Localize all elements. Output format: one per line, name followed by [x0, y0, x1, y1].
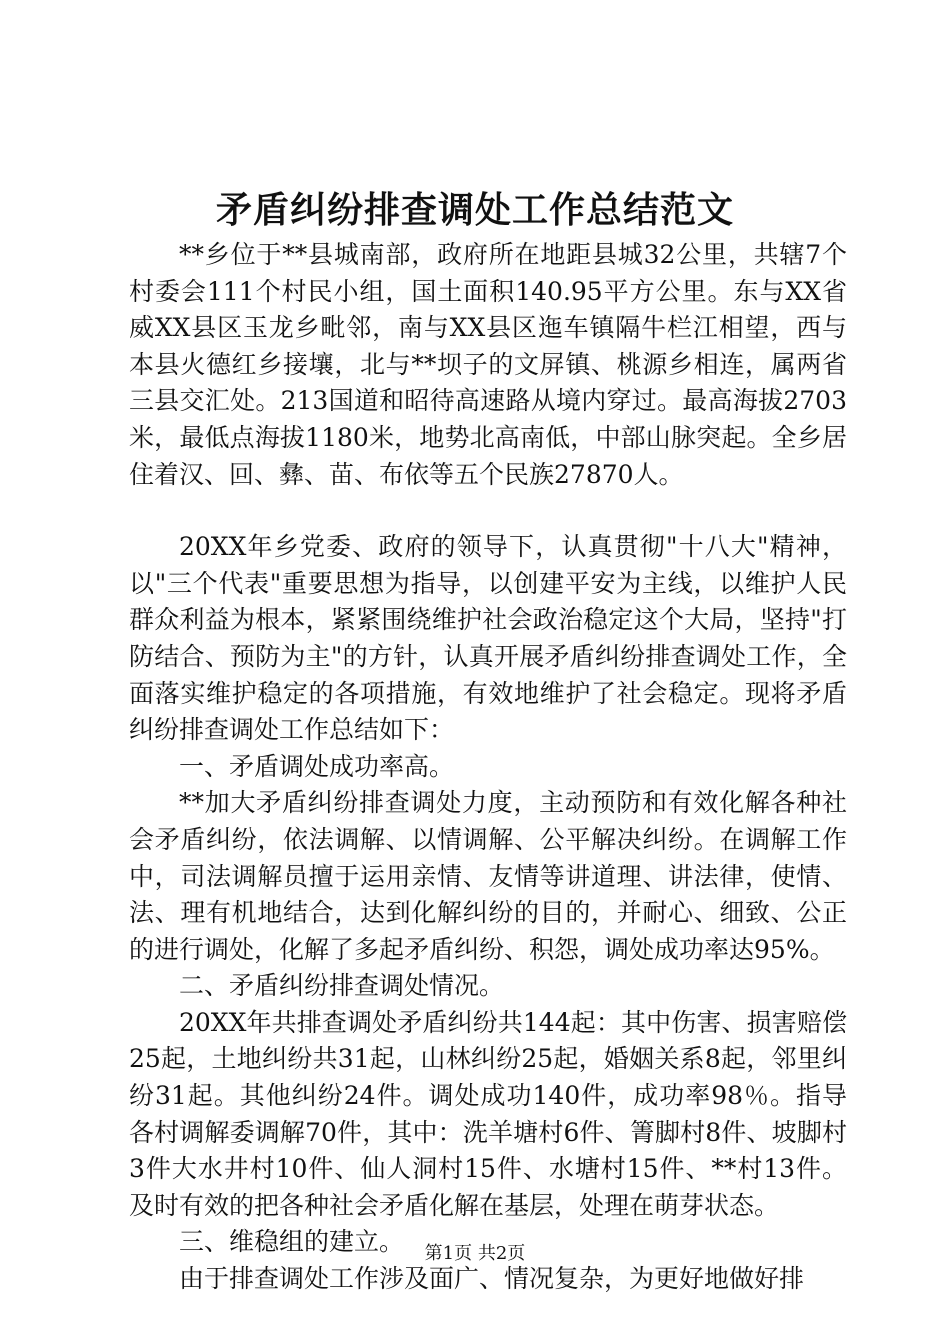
- paragraph-overview: 20XX年乡党委、政府的领导下，认真贯彻"十八大"精神，以"三个代表"重要思想为指导，以创建平安为主线，以维护人民群众利益为根本，紧紧围绕维护社会政治稳定这个大局，坚持"打防结合、预防为主"的方针，认真开展矛盾纠纷排查调处工作，全面落实维护稳定的各项措施，有效地维护了社会稳定。现将矛盾纠纷排查调处工作总结如下：: [129, 532, 847, 745]
- paragraph-section-2: 20XX年共排查调处矛盾纠纷共144起：其中伤害、损害赔偿25起，土地纠纷共31起，山林纠纷25起，婚姻关系8起，邻里纠纷31起。其他纠纷24件。调处成功140件，成功率98％。指导各村调解委调解70件，其中：洗羊塘村6件、箐脚村8件、坡脚村3件大水井村10件、仙人洞村15件、水塘村15件、**村13件。及时有效的把各种社会矛盾化解在基层，处理在萌芽状态。: [129, 1007, 847, 1220]
- document-title: 矛盾纠纷排查调处工作总结范文: [215, 189, 734, 231]
- paragraph-section-3: 由于排查调处工作涉及面广、情况复杂，为更好地做好排: [179, 1264, 805, 1294]
- section-heading-1: 一、矛盾调处成功率高。: [179, 751, 455, 781]
- paragraph-intro: **乡位于**县城南部，政府所在地距县城32公里，共辖7个村委会111个村民小组，国土面积140.95平方公里。东与XX省威XX县区玉龙乡毗邻，南与XX县区迤车镇隔牛栏江相望，西与本县火德红乡接壤，北与**坝子的文屏镇、桃源乡相连，属两省三县交汇处。213国道和昭待高速路从境内穿过。最高海拔2703米，最低点海拔1180米，地势北高南低，中部山脉突起。全乡居住着汉、回、彝、苗、布依等五个民族27870人。: [129, 240, 847, 489]
- page-number: 第1页 共2页: [424, 1243, 526, 1264]
- document-body: [129, 237, 847, 1298]
- section-heading-2: 二、矛盾纠纷排查调处情况。: [179, 971, 505, 1001]
- paragraph-section-1: **加大矛盾纠纷排查调处力度，主动预防和有效化解各种社会矛盾纠纷，依法调解、以情调解、公平解决纠纷。在调解工作中，司法调解员擅于运用亲情、友情等讲道理、讲法律，使情、法、理有机地结合，达到化解纠纷的目的，并耐心、细致、公正的进行调处，化解了多起矛盾纠纷、积怨，调处成功率达95%。: [129, 788, 847, 964]
- section-heading-3: 三、维稳组的建立。: [179, 1227, 405, 1257]
